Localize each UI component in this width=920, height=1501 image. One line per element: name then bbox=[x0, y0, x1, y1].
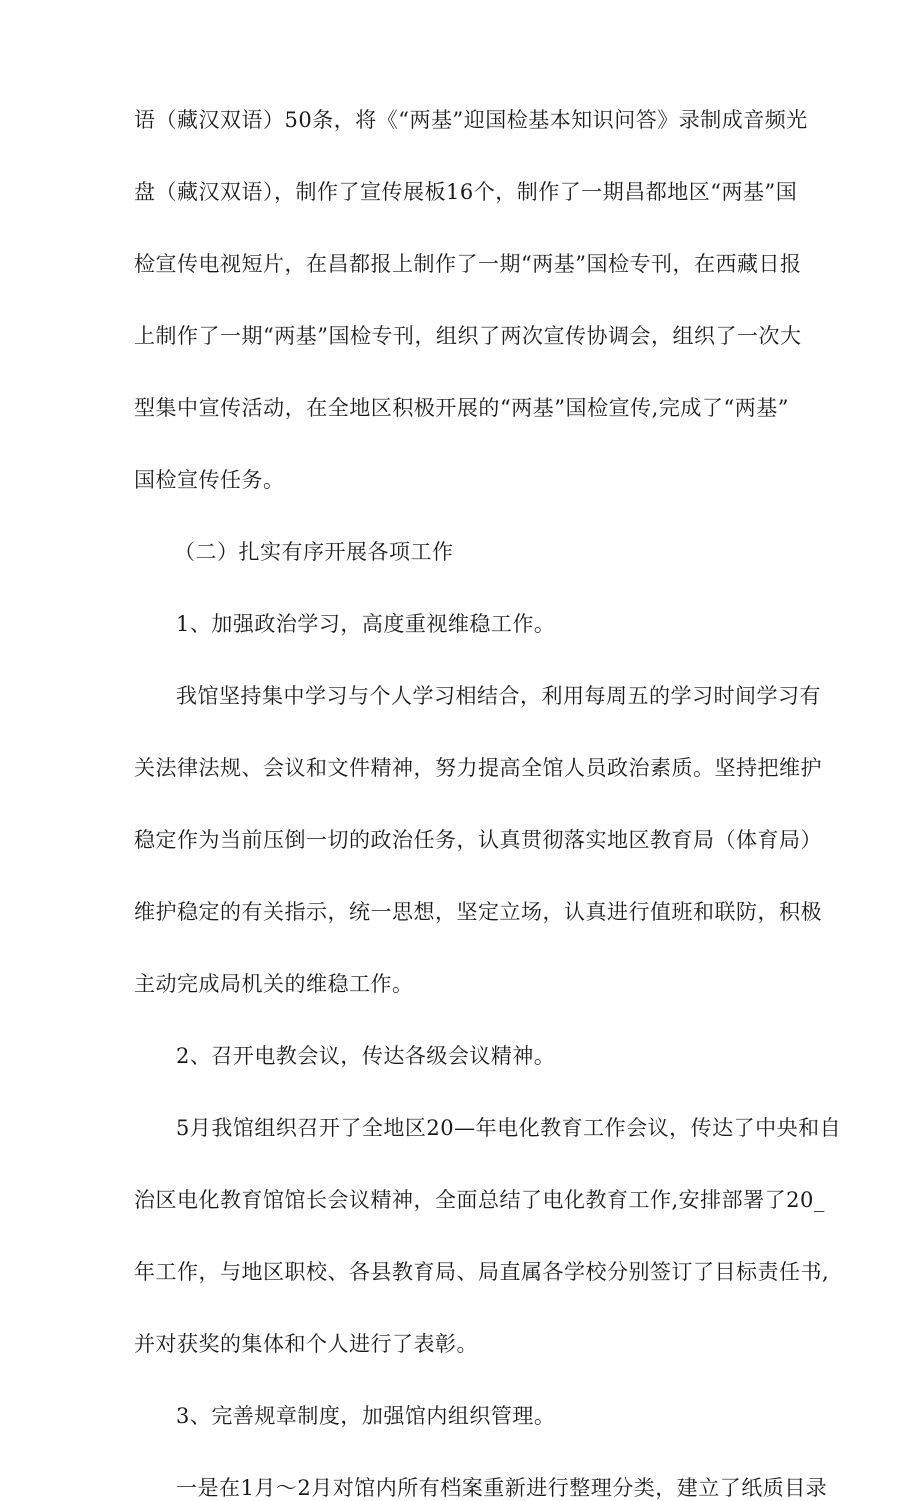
paragraph-archives bbox=[134, 1476, 828, 1501]
text-line: 国检宣传任务。 bbox=[134, 468, 285, 492]
text-line: 治区电化教育馆馆长会议精神，全面总结了电化教育工作,安排部署了20_ bbox=[134, 1188, 825, 1212]
item-heading-3: 3、完善规章制度，加强馆内组织管理。 bbox=[176, 1404, 556, 1428]
text-line: 盘（藏汉双语），制作了宣传展板16个，制作了一期昌都地区“两基”国 bbox=[134, 180, 798, 204]
text-line: 年工作，与地区职校、各县教育局、局直属各学校分别签订了目标责任书, bbox=[134, 1260, 830, 1284]
paragraph-political-study bbox=[134, 684, 822, 997]
text-line: 检宣传电视短片，在昌都报上制作了一期“两基”国检专刊，在西藏日报 bbox=[134, 252, 802, 276]
text-line: 5月我馆组织召开了全地区20—年电化教育工作会议，传达了中央和自 bbox=[176, 1116, 842, 1140]
text-line: 稳定作为当前压倒一切的政治任务，认真贯彻落实地区教育局（体育局） bbox=[134, 828, 822, 852]
text-line: 并对获奖的集体和个人进行了表彰。 bbox=[134, 1332, 478, 1356]
text-line: 我馆坚持集中学习与个人学习相结合，利用每周五的学习时间学习有 bbox=[176, 684, 821, 708]
text-line: 维护稳定的有关指示，统一思想，坚定立场，认真进行值班和联防，积极 bbox=[134, 900, 822, 924]
text-line: 型集中宣传活动，在全地区积极开展的“两基”国检宣传,完成了“两基” bbox=[134, 396, 789, 420]
item-heading-2: 2、召开电教会议，传达各级会议精神。 bbox=[176, 1044, 556, 1068]
text-line: 关法律法规、会议和文件精神，努力提高全馆人员政治素质。坚持把维护 bbox=[134, 756, 822, 780]
item-heading-1: 1、加强政治学习，高度重视维稳工作。 bbox=[176, 612, 556, 636]
text-line: 上制作了一期“两基”国检专刊，组织了两次宣传协调会，组织了一次大 bbox=[134, 324, 802, 348]
paragraph-publicity bbox=[134, 108, 808, 493]
text-line: 主动完成局机关的维稳工作。 bbox=[134, 972, 414, 996]
paragraph-meeting bbox=[134, 1116, 842, 1357]
section-heading: （二）扎实有序开展各项工作 bbox=[174, 540, 454, 564]
text-line: 一是在1月～2月对馆内所有档案重新进行整理分类，建立了纸质目录 bbox=[176, 1476, 828, 1500]
text-line: 语（藏汉双语）50条，将《“两基”迎国检基本知识问答》录制成音频光 bbox=[134, 108, 808, 132]
document-page bbox=[134, 108, 842, 1501]
